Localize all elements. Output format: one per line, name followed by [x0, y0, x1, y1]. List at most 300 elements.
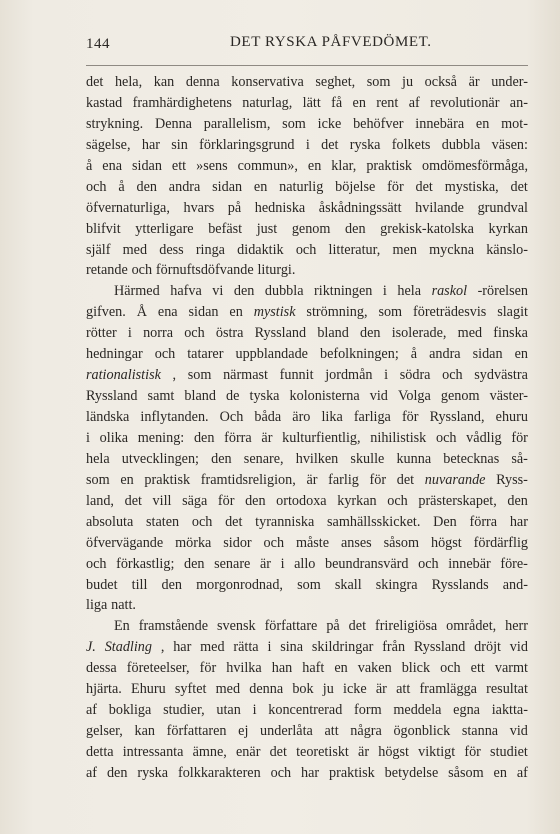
word: kastad	[86, 94, 123, 111]
word: blifvit	[86, 220, 121, 237]
word: känslo-	[486, 241, 528, 258]
word: till	[131, 576, 148, 593]
word: ehuru	[495, 409, 528, 425]
word: staten	[146, 513, 180, 530]
word: funnit	[279, 367, 314, 384]
word: det	[124, 492, 142, 509]
word: teoretiskt	[296, 744, 349, 760]
word: att	[324, 723, 339, 740]
word: vid	[509, 723, 528, 740]
word: sidan	[212, 178, 243, 195]
word: själf	[86, 241, 111, 258]
word: kunna	[396, 450, 432, 467]
word: Ryssland	[254, 325, 307, 342]
word: hedniska	[254, 199, 306, 216]
text-line	[86, 386, 528, 407]
word: litteratur,	[328, 241, 381, 258]
page-header	[86, 34, 526, 54]
word: företrädesvis	[413, 304, 487, 321]
word: innebära	[415, 115, 465, 132]
word: frireligiösa	[374, 618, 438, 635]
word: hvars	[183, 199, 215, 216]
word: med	[122, 241, 148, 258]
word: i	[127, 325, 132, 342]
word: å	[410, 346, 418, 363]
word: som	[86, 471, 110, 488]
word: absoluta	[86, 513, 134, 530]
word: hvilken	[295, 450, 339, 467]
word: Å	[136, 304, 147, 321]
word: och	[295, 241, 317, 258]
word: strömning,	[306, 304, 368, 321]
word: en	[229, 304, 243, 321]
word: är	[375, 681, 387, 698]
word: ryska	[137, 764, 169, 781]
italic-word: mystisk	[253, 304, 296, 321]
word: seghet,	[315, 74, 356, 90]
word: dessa	[86, 660, 117, 677]
text-line	[86, 281, 528, 302]
word: resultat	[486, 681, 528, 698]
word: det	[86, 74, 104, 90]
word: framtidsreligion,	[200, 471, 296, 488]
word: sidan	[188, 304, 219, 321]
word: farliga	[353, 409, 391, 425]
word: det	[415, 178, 433, 195]
text-line	[86, 240, 528, 261]
word: som	[297, 576, 321, 593]
text-line	[86, 114, 528, 135]
word: öfvernaturliga,	[86, 199, 170, 216]
word: Rysslands	[431, 576, 489, 593]
word: stanna	[461, 723, 499, 740]
word: Denna	[154, 115, 192, 132]
word: inflytanden.	[140, 409, 209, 425]
word: har	[301, 764, 320, 781]
word: väsen:	[491, 136, 528, 153]
word: senare	[214, 555, 251, 572]
word: för	[217, 492, 235, 509]
word: bok	[292, 681, 314, 698]
text-line	[86, 470, 528, 491]
text-line	[86, 365, 528, 386]
word: böjelse	[335, 178, 376, 195]
word: intressanta	[122, 744, 184, 760]
word: högst	[430, 534, 462, 551]
word: som	[366, 74, 391, 90]
word: genom	[291, 220, 331, 237]
text-line	[86, 260, 528, 281]
text-line	[86, 616, 528, 637]
word: vid	[369, 388, 388, 405]
word: med	[215, 681, 241, 698]
word: jordmån	[325, 367, 373, 384]
word: utvecklingen;	[121, 450, 200, 467]
text-line	[86, 721, 528, 742]
word: icke	[343, 681, 367, 698]
word: den	[507, 492, 528, 509]
word: i	[267, 639, 272, 656]
word: hafva	[170, 283, 202, 300]
word: i	[384, 367, 389, 384]
word: rent	[376, 94, 399, 111]
word: å	[86, 157, 93, 174]
text-line	[86, 449, 528, 470]
word: att	[396, 681, 411, 698]
word: få	[331, 94, 343, 111]
word: och	[86, 555, 107, 572]
word: från	[382, 639, 406, 656]
word: den	[211, 450, 232, 467]
word: är	[259, 555, 271, 572]
word: för	[199, 660, 217, 677]
word: båda	[254, 409, 282, 425]
word: sägelse,	[86, 136, 131, 153]
running-title: DET RYSKA PÅFVEDÖMET.	[230, 34, 432, 50]
word: meddela	[393, 702, 442, 719]
word: iaktta-	[491, 702, 528, 719]
word: bokliga	[108, 702, 152, 719]
word: ögonblick	[393, 723, 451, 740]
word: and-	[502, 576, 528, 593]
word: sidan	[472, 346, 503, 363]
word: på	[326, 618, 340, 635]
word: för	[369, 471, 387, 488]
word: i	[280, 555, 285, 572]
text-line	[86, 679, 528, 700]
text-line	[86, 344, 528, 365]
word: retande	[86, 262, 128, 279]
word: commun»,	[237, 157, 298, 174]
word: naturlig	[279, 178, 324, 195]
word: och	[440, 660, 461, 677]
word: vådlig	[466, 429, 502, 446]
word: ett	[171, 157, 187, 174]
word: och	[191, 513, 213, 530]
word: några	[350, 723, 382, 740]
word: hvilande	[415, 199, 464, 216]
word: af	[516, 764, 528, 781]
word: slagit	[497, 304, 528, 321]
word: dubbla	[441, 136, 481, 153]
word: revolutionär	[430, 94, 500, 111]
word: dröjt	[474, 639, 501, 656]
word: studier,	[163, 702, 205, 719]
word: tyranniska	[255, 513, 315, 530]
word: en	[120, 471, 134, 488]
word: -rörelsen	[477, 283, 528, 300]
word: framstående	[138, 618, 209, 635]
word: praktisk	[366, 157, 413, 174]
word: praktisk	[329, 764, 375, 781]
word: gifven.	[86, 304, 126, 321]
word: Ehuru	[131, 681, 166, 698]
word: samhällsskicket.	[327, 513, 421, 530]
word: liga	[86, 597, 108, 614]
word: ej	[238, 723, 249, 740]
word: sina	[280, 639, 304, 656]
word: ,	[172, 367, 177, 384]
word: också	[424, 74, 457, 90]
word: an-	[509, 94, 528, 111]
word: hela	[86, 450, 110, 467]
word: konservativa	[231, 74, 304, 90]
word: andra	[429, 346, 461, 363]
word: studiet	[490, 744, 528, 760]
text-line	[86, 93, 528, 114]
word: anses	[340, 534, 372, 551]
word: svensk	[217, 618, 256, 635]
word: lätt	[302, 94, 321, 111]
word: En	[114, 618, 130, 635]
word: Ryssland	[413, 639, 466, 656]
word: bland	[184, 388, 216, 405]
word: andra	[168, 178, 201, 195]
word: denna	[249, 681, 284, 698]
word: före-	[500, 555, 528, 572]
word: varmt	[494, 660, 528, 677]
word: rötter	[86, 325, 117, 342]
word: han	[271, 660, 293, 677]
word: folkkarakteren	[177, 764, 261, 781]
word: ena	[157, 304, 178, 321]
word: kan	[153, 74, 175, 90]
word: de	[226, 388, 240, 405]
word: skulle	[350, 450, 385, 467]
word: rätta	[233, 639, 259, 656]
word: strykning.	[86, 115, 144, 132]
word: skingra	[375, 576, 418, 593]
word: Ryssland,	[429, 409, 485, 425]
word: det	[269, 744, 287, 760]
word: den	[106, 764, 128, 781]
word: af	[86, 702, 98, 719]
word: som	[378, 304, 403, 321]
word: isolerade,	[391, 325, 447, 342]
text-line	[86, 533, 528, 554]
word: af	[408, 94, 420, 111]
word: prästerskapet,	[418, 492, 497, 509]
word: myckna	[429, 241, 475, 258]
word: en	[475, 115, 490, 132]
word: med	[200, 639, 225, 656]
word: Ryssland	[86, 388, 138, 405]
word: »sens	[196, 157, 228, 174]
word: betydelse	[384, 764, 439, 781]
word: sidan	[131, 157, 162, 174]
word: högst	[378, 744, 409, 760]
text-line	[86, 177, 528, 198]
word: egna	[453, 702, 480, 719]
word: i	[305, 136, 310, 153]
text-line	[86, 407, 528, 428]
word: det	[321, 136, 339, 153]
word: den	[193, 429, 215, 446]
text-line	[86, 700, 528, 721]
word: skildringar	[311, 639, 374, 656]
word: vaken	[357, 660, 392, 677]
word: vill	[152, 492, 172, 509]
word: och	[86, 178, 107, 195]
word: kyrkan	[488, 220, 528, 237]
word: har	[509, 513, 528, 530]
word: hjärta.	[86, 681, 122, 698]
word: ländska	[86, 409, 130, 425]
word: viktigt	[418, 744, 456, 760]
word: af	[86, 764, 98, 781]
word: blick	[401, 660, 431, 677]
header-rule	[86, 65, 528, 66]
word: och	[270, 764, 292, 781]
word: för	[387, 178, 404, 195]
word: hela,	[114, 74, 143, 90]
text-line	[86, 512, 528, 533]
word: haft	[302, 660, 325, 677]
word: för	[464, 744, 481, 760]
word: författare	[264, 618, 318, 635]
word: i	[252, 702, 257, 719]
word: utan	[216, 702, 241, 719]
word: praktisk	[144, 471, 191, 488]
text-line	[86, 302, 528, 323]
word: å	[118, 178, 125, 195]
word: men	[392, 241, 417, 258]
word: på	[227, 199, 242, 216]
word: finska	[493, 325, 528, 342]
word: norra	[143, 325, 173, 342]
word: som	[282, 115, 306, 132]
word: koncentrerad	[268, 702, 343, 719]
word: för	[511, 429, 528, 446]
word: och	[154, 346, 176, 363]
body-text	[86, 72, 528, 784]
word: i	[86, 429, 90, 446]
word: beundransvärd	[324, 555, 409, 572]
word: ett	[470, 660, 485, 677]
word: äro	[292, 409, 311, 425]
word: form	[354, 702, 382, 719]
word: didaktik	[237, 241, 284, 258]
text-line	[86, 763, 528, 784]
word: allo	[294, 555, 316, 572]
word: den	[184, 555, 205, 572]
word: natt.	[111, 597, 136, 614]
word: en	[352, 94, 366, 111]
text-line	[86, 135, 528, 156]
word: grundval	[477, 199, 528, 216]
word: en	[514, 346, 528, 363]
word: förkastlig;	[116, 555, 175, 572]
word: olika	[99, 429, 129, 446]
word: nihilistisk	[370, 429, 427, 446]
word: kulturfientlig,	[282, 429, 361, 446]
word: den	[360, 325, 381, 342]
word: området,	[446, 618, 497, 635]
word: säga	[182, 492, 208, 509]
word: syftet	[174, 681, 207, 698]
word: hvilka	[226, 660, 262, 677]
word: den	[245, 492, 266, 509]
word: och	[435, 429, 457, 446]
italic-word: nuvarande	[424, 471, 486, 488]
word: dess	[159, 241, 184, 258]
word: grekisk-katolska	[380, 220, 474, 237]
word: närmast	[223, 367, 268, 384]
word: det	[510, 178, 528, 195]
word: sydvästra	[474, 367, 528, 384]
word: och	[442, 367, 463, 384]
word: vi	[212, 283, 224, 300]
word: sidor	[223, 534, 252, 551]
word: mot-	[501, 115, 528, 132]
word: har	[141, 136, 160, 153]
word: det	[348, 618, 367, 635]
word: denna	[185, 74, 220, 90]
word: är	[306, 471, 318, 488]
word: betecknas	[443, 450, 500, 467]
word: det	[396, 471, 415, 488]
word: den	[136, 178, 157, 195]
text-line	[86, 658, 528, 679]
word: tatarer	[187, 346, 224, 363]
word: herr	[505, 618, 528, 635]
word: med	[457, 325, 483, 342]
text-line	[86, 742, 528, 763]
italic-word: rationalistisk	[86, 367, 161, 384]
word: den	[233, 283, 255, 300]
word: ämne,	[192, 744, 227, 760]
word: kolonisterna	[289, 388, 360, 405]
word: gelser,	[86, 723, 123, 740]
word: Volga	[397, 388, 431, 405]
italic-word: J.	[86, 639, 96, 656]
word: dubbla	[264, 283, 304, 300]
word: framhärdighetens	[132, 94, 232, 111]
word: hela	[397, 283, 422, 300]
text-line	[86, 637, 528, 658]
word: är	[358, 744, 370, 760]
word: en	[307, 157, 322, 174]
word: förra	[469, 513, 498, 530]
word: och	[131, 262, 153, 279]
word: som	[187, 367, 212, 384]
word: Ryss-	[496, 471, 528, 488]
word: måste	[295, 534, 330, 551]
word: bland	[317, 325, 349, 342]
word: kyrkan	[337, 492, 377, 509]
word: mörka	[175, 534, 212, 551]
text-line	[86, 72, 528, 93]
word: land,	[86, 492, 114, 509]
word: parallelism,	[203, 115, 271, 132]
word: befolkningen;	[319, 346, 399, 363]
text-line	[86, 323, 528, 344]
word: liturgi.	[257, 262, 296, 279]
word: är	[468, 74, 480, 90]
word: hedningar	[86, 346, 143, 363]
word: så-	[511, 450, 528, 467]
word: en	[493, 764, 507, 781]
word: innebär	[448, 555, 491, 572]
word: väster-	[489, 388, 528, 405]
word: såsom	[448, 764, 484, 781]
word: för	[401, 409, 419, 425]
word: under-	[491, 74, 528, 90]
word: södra	[399, 367, 431, 384]
word: författaren	[166, 723, 227, 740]
word: det	[225, 513, 243, 530]
word: morgonrodnad,	[196, 576, 283, 593]
